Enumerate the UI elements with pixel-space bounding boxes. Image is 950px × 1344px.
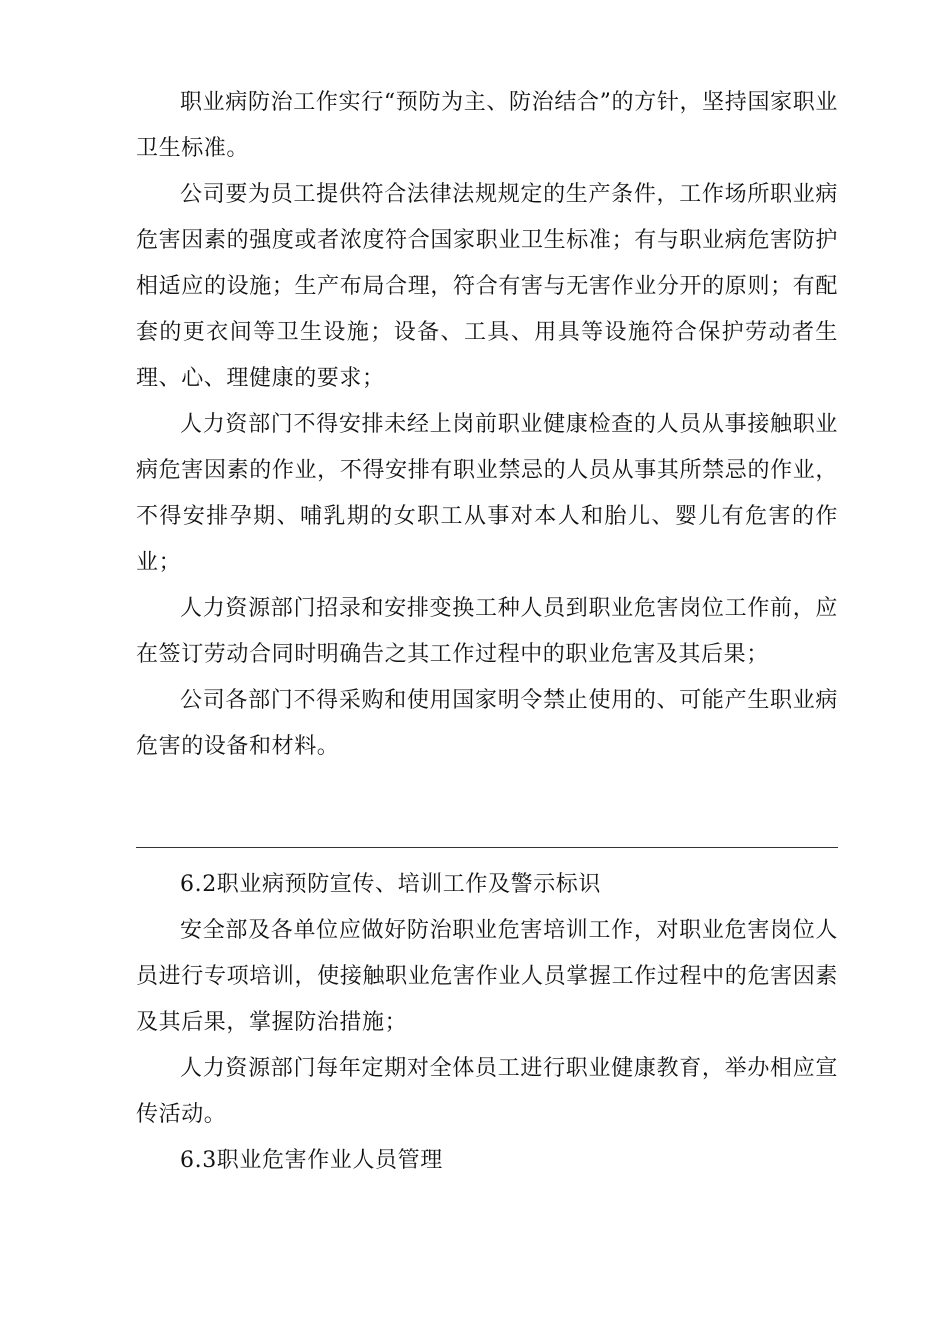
paragraph-training: 安全部及各单位应做好防治职业危害培训工作，对职业危害岗位人员进行专项培训，使接触职业危害作业人员掌握工作过程中的危害因素及其后果，掌握防治措施； — [136, 918, 838, 1035]
paragraph-procurement: 公司各部门不得采购和使用国家明令禁止使用的、可能产生职业病危害的设备和材料。 — [136, 688, 838, 759]
paragraph-hr-restrictions: 人力资部门不得安排未经上岗前职业健康检查的人员从事接触职业病危害因素的作业，不得安排有职业禁忌的人员从事其所禁忌的作业，不得安排孕期、哺乳期的女职工从事对本人和胎儿、婴儿有危害的作业； — [136, 412, 838, 575]
paragraph-working-conditions: 公司要为员工提供符合法律法规规定的生产条件，工作场所职业病危害因素的强度或者浓度符合国家职业卫生标准；有与职业病危害防护相适应的设施；生产布局合理，符合有害与无害作业分开的原则；有配套的更衣间等卫生设施；设备、工具、用具等设施符合保护劳动者生理、心、理健康的要求； — [136, 182, 838, 391]
horizontal-divider — [136, 847, 838, 848]
paragraph-policy: 职业病防治工作实行“预防为主、防治结合”的方针，坚持国家职业卫生标准。 — [136, 90, 838, 161]
section-body-bottom — [136, 862, 838, 1184]
section-heading-6-3: 6.3职业危害作业人员管理 — [180, 1148, 443, 1173]
section-body-top — [136, 80, 838, 770]
paragraph-hr-contract: 人力资源部门招录和安排变换工种人员到职业危害岗位工作前，应在签订劳动合同时明确告之其工作过程中的职业危害及其后果； — [136, 596, 838, 667]
paragraph-education: 人力资源部门每年定期对全体员工进行职业健康教育，举办相应宣传活动。 — [136, 1056, 838, 1127]
section-heading-6-2: 6.2职业病预防宣传、培训工作及警示标识 — [180, 872, 601, 897]
